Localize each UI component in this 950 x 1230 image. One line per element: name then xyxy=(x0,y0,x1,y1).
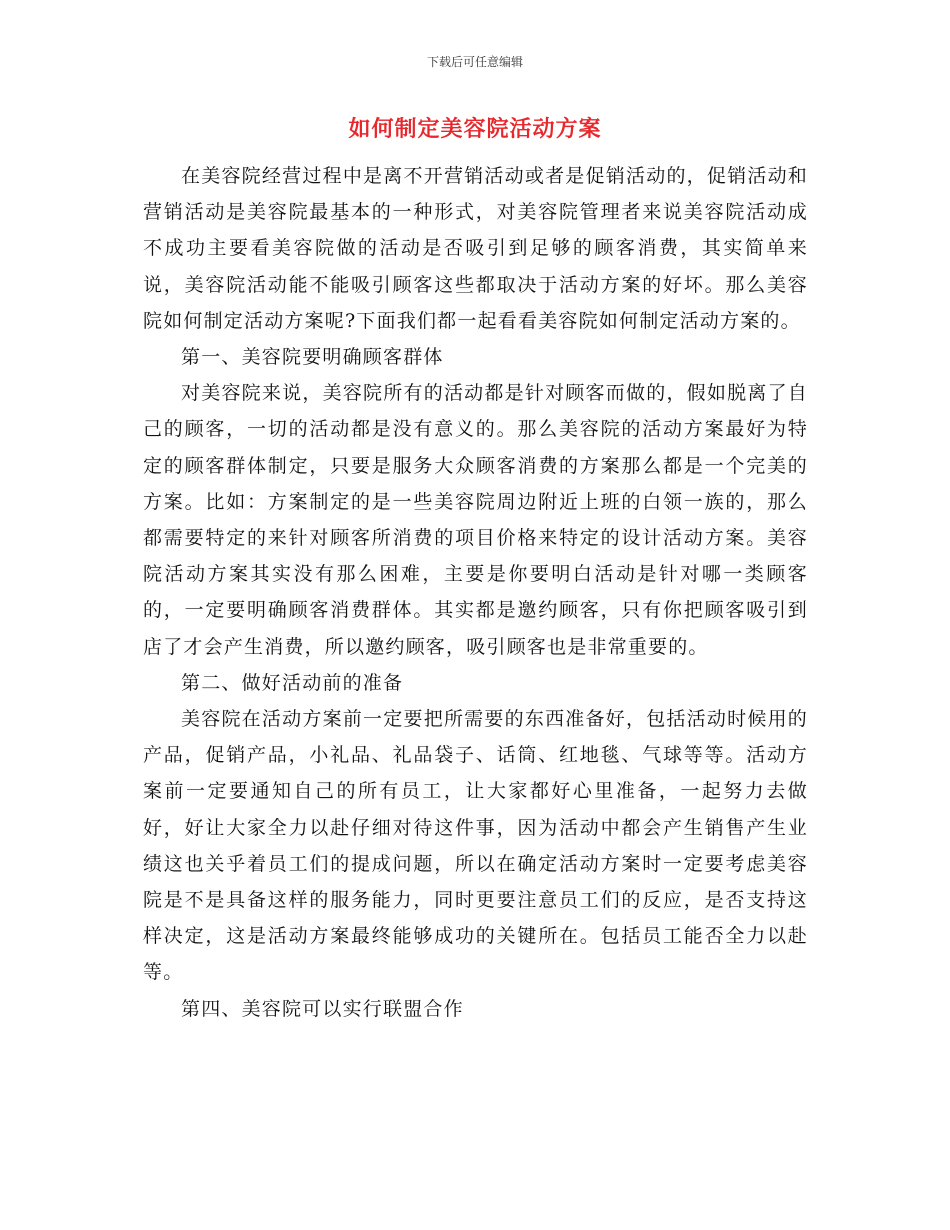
section-heading-1: 第一、美容院要明确顾客群体 xyxy=(181,346,444,369)
paragraph-section-2: 美容院在活动方案前一定要把所需要的东西准备好，包括活动时候用的产品，促销产品，小礼品、礼品袋子、话筒、红地毯、气球等等。活动方案前一定要通知自己的所有员工，让大家都好心里准备，一起努力去做好，好让大家全力以赴仔细对待这件事，因为活动中都会产生销售产生业绩这也关乎着员工们的提成问题，所以在确定活动方案时一定要考虑美容院是不是具备这样的服务能力，同时更要注意员工们的反应，是否支持这样决定，这是活动方案最终能够成功的关键所在。包括员工能否全力以赴等。 xyxy=(143,708,808,984)
paragraph-intro: 在美容院经营过程中是离不开营销活动或者是促销活动的，促销活动和营销活动是美容院最基本的一种形式，对美容院管理者来说美容院活动成不成功主要看美容院做的活动是否吸引到足够的顾客消费，其实简单来说，美容院活动能不能吸引顾客这些都取决于活动方案的好坏。那么美容院如何制定活动方案呢?下面我们都一起看看美容院如何制定活动方案的。 xyxy=(143,165,808,332)
section-heading-4: 第四、美容院可以实行联盟合作 xyxy=(181,997,464,1020)
document-body xyxy=(143,158,808,1027)
section-heading-2: 第二、做好活动前的准备 xyxy=(181,671,404,694)
paragraph-section-1: 对美容院来说，美容院所有的活动都是针对顾客而做的，假如脱离了自己的顾客，一切的活动都是没有意义的。那么美容院的活动方案最好为特定的顾客群体制定，只要是服务大众顾客消费的方案那么都是一个完美的方案。比如：方案制定的是一些美容院周边附近上班的白领一族的，那么都需要特定的来针对顾客所消费的项目价格来特定的设计活动方案。美容院活动方案其实没有那么困难，主要是你要明白活动是针对哪一类顾客的，一定要明确顾客消费群体。其实都是邀约顾客，只有你把顾客吸引到店了才会产生消费，所以邀约顾客，吸引顾客也是非常重要的。 xyxy=(143,382,808,658)
document-title: 如何制定美容院活动方案 xyxy=(348,116,602,142)
header-note: 下载后可任意编辑 xyxy=(426,55,523,69)
